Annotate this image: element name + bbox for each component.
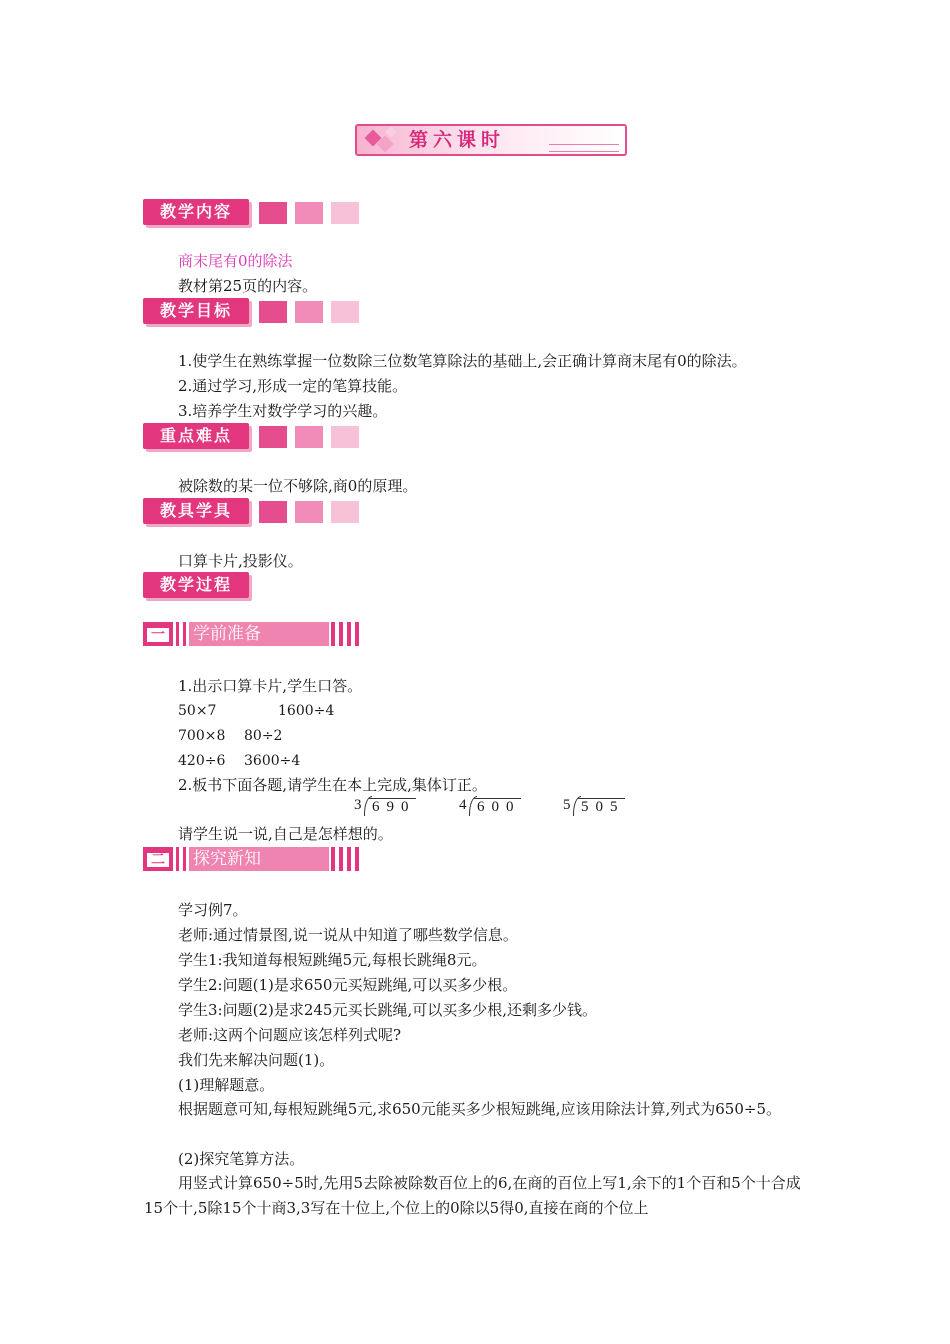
diamond-decoration-icon <box>385 126 396 137</box>
step2-line: 我们先来解决问题(1)。 <box>178 1051 335 1069</box>
key-points-text: 被除数的某一位不够除,商0的原理。 <box>178 477 418 495</box>
banner-lines-decoration <box>549 144 619 152</box>
content-topic: 商末尾有0的除法 <box>178 252 293 270</box>
section-label-text: 重点难点 <box>143 423 249 449</box>
step2-paragraph: 用竖式计算650÷5时,先用5去除被除数百位上的6,在商的百位上写1,余下的1个百和5个十合成15个十,5除15个十商3,3写在十位上,个位上的0除以5得0,直接在商的个位上 <box>144 1174 801 1217</box>
section-label-text: 教具学具 <box>143 498 249 524</box>
step2-line: 学生2:问题(1)是求650元买短跳绳,可以买多少根。 <box>178 976 518 994</box>
oral-question: 80÷2 <box>244 728 283 744</box>
square-decoration-icon <box>259 202 287 224</box>
dividend: 505 <box>578 798 625 816</box>
step2-line: 学生1:我知道每根短跳绳5元,每根长跳绳8元。 <box>178 951 487 969</box>
step2-line: (1)理解题意。 <box>178 1076 275 1094</box>
square-decoration-icon <box>331 426 359 448</box>
square-decoration-icon <box>295 501 323 523</box>
step-number <box>143 847 173 871</box>
step-title: 探究新知 <box>189 847 329 871</box>
step1-line1: 1.出示口算卡片,学生口答。 <box>178 677 363 695</box>
section-label-text: 教学过程 <box>143 572 249 598</box>
square-decoration-icon <box>295 426 323 448</box>
dividend: 690 <box>369 798 416 816</box>
section-label-text: 教学内容 <box>143 199 249 225</box>
square-decoration-icon <box>331 501 359 523</box>
step2-line: 老师:通过情景图,说一说从中知道了哪些数学信息。 <box>178 926 518 944</box>
square-decoration-icon <box>295 301 323 323</box>
square-decoration-icon <box>259 501 287 523</box>
oral-question: 50×7 <box>178 703 217 719</box>
step-number-text: 一 <box>147 628 169 642</box>
objective-item: 1.使学生在熟练掌握一位数除三位数笔算除法的基础上,会正确计算商末尾有0的除法。 <box>178 352 747 370</box>
content-line: 教材第25页的内容。 <box>178 277 318 295</box>
step-bars-decoration <box>176 847 186 871</box>
step-bars-decoration <box>176 622 186 646</box>
square-decoration-icon <box>331 301 359 323</box>
objective-item: 3.培养学生对数学学习的兴趣。 <box>178 402 388 420</box>
dividend: 600 <box>474 798 521 816</box>
lesson-title: 第六课时 <box>409 129 506 151</box>
step2-paragraph: 根据题意可知,每根短跳绳5元,求650元能买多少根短跳绳,应该用除法计算,列式为650÷5。 <box>178 1100 781 1118</box>
tools-text: 口算卡片,投影仪。 <box>178 552 303 570</box>
step-stripes-decoration <box>331 847 361 871</box>
square-decoration-icon <box>331 202 359 224</box>
step-header-1 <box>143 622 361 646</box>
step1-line2: 2.板书下面各题,请学生在本上完成,集体订正。 <box>178 776 487 794</box>
square-decoration-icon <box>259 301 287 323</box>
square-decoration-icon <box>259 426 287 448</box>
oral-question: 1600÷4 <box>278 703 335 719</box>
lesson-title-banner <box>355 124 627 156</box>
step-header-2 <box>143 847 361 871</box>
step1-line3: 请学生说一说,自己是怎样想的。 <box>178 825 393 843</box>
square-decoration-icon <box>295 202 323 224</box>
step-title: 学前准备 <box>189 622 329 646</box>
divisor: 5 <box>563 797 571 813</box>
oral-question: 420÷6 <box>178 753 226 769</box>
oral-question: 700×8 <box>178 728 226 744</box>
divisor: 4 <box>459 797 467 813</box>
section-label-text: 教学目标 <box>143 298 249 324</box>
divisor: 3 <box>354 797 362 813</box>
step-stripes-decoration <box>331 622 361 646</box>
objective-item: 2.通过学习,形成一定的笔算技能。 <box>178 377 408 395</box>
oral-question: 3600÷4 <box>244 753 301 769</box>
step2-line: 老师:这两个问题应该怎样列式呢? <box>178 1026 402 1044</box>
step-number-text: 二 <box>147 853 169 867</box>
step2-line: 学生3:问题(2)是求245元买长跳绳,可以买多少根,还剩多少钱。 <box>178 1001 598 1019</box>
step-number <box>143 622 173 646</box>
step2-line: (2)探究笔算方法。 <box>178 1150 305 1168</box>
step2-line: 学习例7。 <box>178 901 248 919</box>
